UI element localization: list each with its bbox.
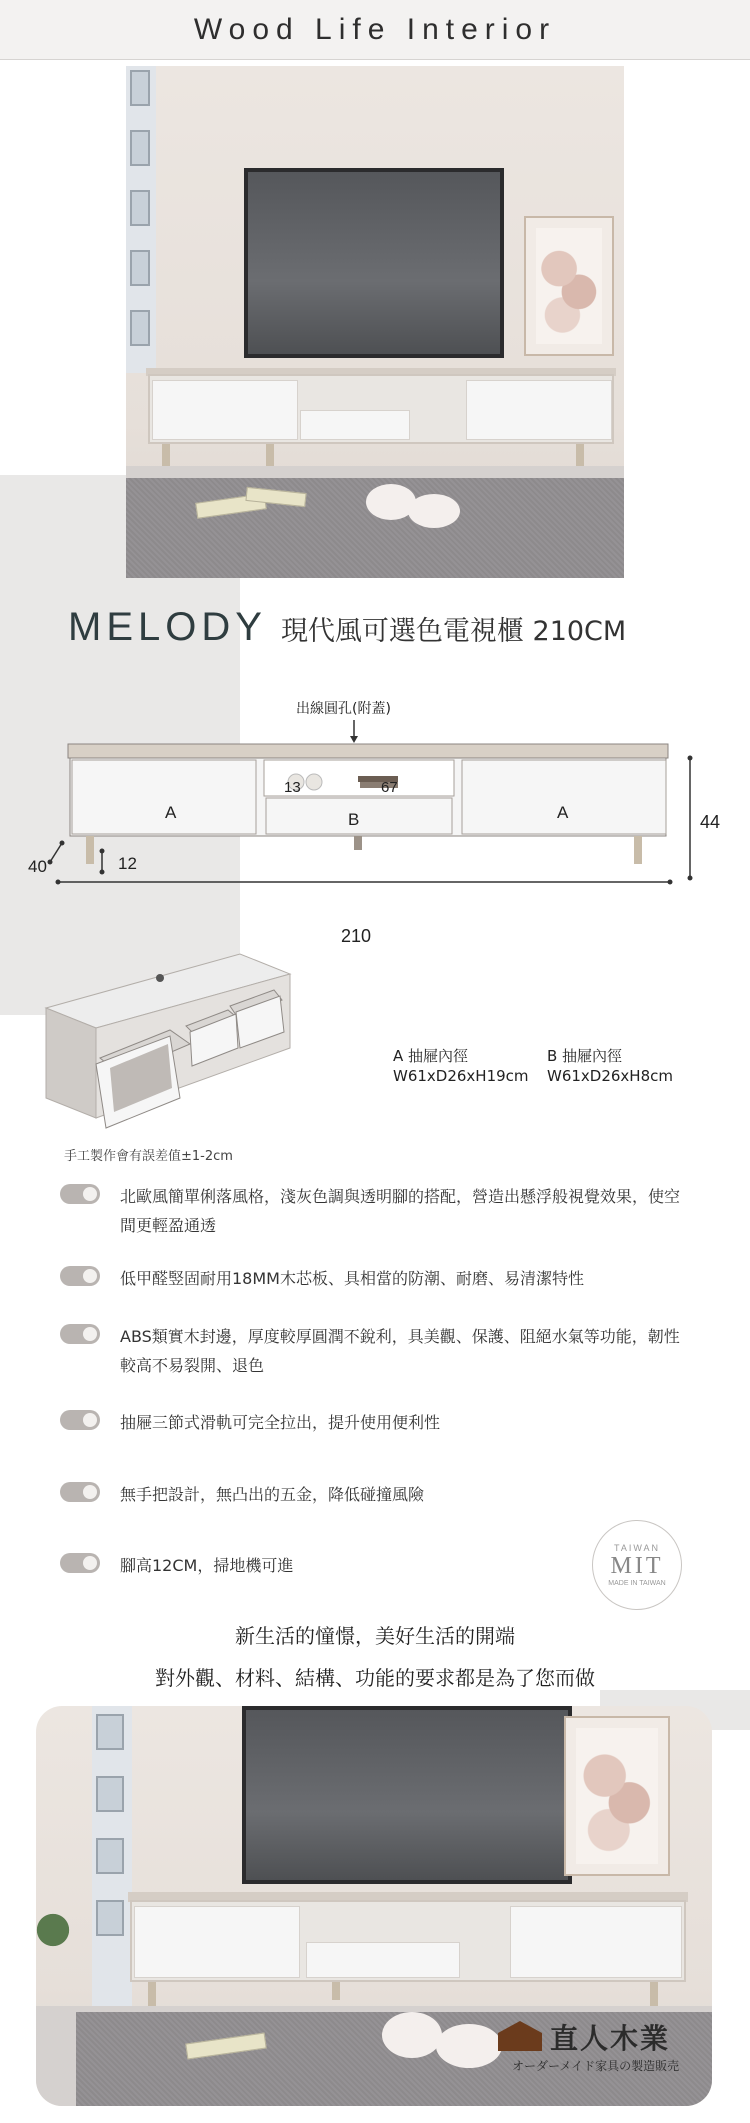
drawer-a-spec: [393, 1046, 529, 1086]
toggle-icon: [60, 1410, 100, 1430]
feature-text: 腳高12CM，掃地機可進: [120, 1556, 294, 1575]
brand-name: Wood Life Interior: [193, 12, 557, 46]
drawer-a-right-label: A: [557, 803, 569, 822]
window: [126, 66, 156, 373]
drawer-a-left-label: A: [165, 803, 177, 822]
feature-text: 無手把設計，無凸出的五金，降低碰撞風險: [120, 1485, 425, 1504]
logo-tagline: オーダーメイド家具の製造販売: [512, 2059, 680, 2073]
slogan-line-2: 對外觀、材料、結構、功能的要求都是為了您而做: [155, 1666, 595, 1690]
tv-cabinet: [148, 374, 614, 444]
drawer-a-spec-title: A 抽屜內徑: [393, 1047, 469, 1065]
feature-text: ABS類實木封邊，厚度較厚圓潤不銳利，具美觀、保護、阻絕水氣等功能，韌性較高不易裂開、退色: [120, 1327, 680, 1375]
feature-item-4: [60, 1408, 680, 1437]
wall-painting: [564, 1716, 670, 1876]
window: [92, 1706, 132, 2006]
room-photo-top: [126, 66, 624, 578]
product-name-zh: 現代風可選色電視櫃 210CM: [280, 616, 627, 647]
cabinet-front-view: [68, 744, 668, 864]
feature-item-1: [60, 1182, 680, 1240]
toggle-icon: [60, 1266, 100, 1286]
product-title: [68, 605, 626, 650]
brand-header: [0, 0, 750, 60]
feature-text: 抽屜三節式滑軌可完全拉出，提升使用便利性: [120, 1413, 441, 1432]
plush-toy: [382, 2012, 442, 2058]
drawer-b-label: B: [348, 810, 360, 829]
total-width-label: 210: [341, 926, 372, 946]
feature-text: 低甲醛竪固耐用18MM木芯板、具相當的防潮、耐磨、易清潔特性: [120, 1269, 584, 1288]
callout-arrow: [350, 720, 358, 743]
drawer-b-spec: [547, 1046, 673, 1086]
feature-item-6: [60, 1551, 680, 1580]
dimension-drawing: [30, 690, 730, 950]
mit-badge-bottom: MADE IN TAIWAN: [608, 1580, 666, 1587]
mit-badge: [592, 1520, 682, 1610]
shelf-width-label: 67: [381, 779, 398, 796]
wall-painting: [524, 216, 614, 356]
plant: [36, 1906, 70, 1966]
total-height-label: 44: [700, 812, 721, 832]
toggle-icon: [60, 1184, 100, 1204]
company-logo: [498, 2015, 728, 2075]
tv-screen: [244, 168, 504, 358]
drawer-b-spec-title: B 抽屜內徑: [547, 1047, 623, 1065]
mit-badge-center: MIT: [610, 1553, 664, 1579]
feature-text: 北歐風簡單俐落風格，淺灰色調與透明腳的搭配，營造出懸浮般視覺效果，使空間更輕盈通透: [120, 1187, 681, 1235]
depth-label: 40: [28, 857, 47, 876]
tolerance-note: 手工製作會有誤差值±1-2cm: [64, 1149, 233, 1164]
feature-item-5: [60, 1480, 680, 1509]
shelf-height-label: 13: [284, 779, 301, 796]
slogan-line-1: 新生活的憧憬，美好生活的開端: [235, 1624, 515, 1648]
open-cabinet-illustration: [40, 948, 300, 1138]
leg-height-label: 12: [118, 854, 137, 873]
feature-item-2: [60, 1264, 680, 1293]
logo-mark-icon: [498, 2021, 542, 2051]
toggle-icon: [60, 1482, 100, 1502]
toggle-icon: [60, 1324, 100, 1344]
feature-item-3: [60, 1322, 680, 1380]
tv-screen: [242, 1706, 572, 1884]
mit-badge-top: TAIWAN: [614, 1543, 660, 1553]
cable-hole-label: 出線圓孔(附蓋): [296, 701, 391, 717]
slogan: [0, 1615, 750, 1699]
drawer-a-spec-size: W61xD26xH19cm: [393, 1067, 529, 1085]
tv-cabinet: [130, 1900, 686, 1982]
logo-name: 直人木業: [550, 2022, 671, 2055]
drawer-b-spec-size: W61xD26xH8cm: [547, 1067, 673, 1085]
product-name-en: MELODY: [68, 605, 267, 649]
toggle-icon: [60, 1553, 100, 1573]
